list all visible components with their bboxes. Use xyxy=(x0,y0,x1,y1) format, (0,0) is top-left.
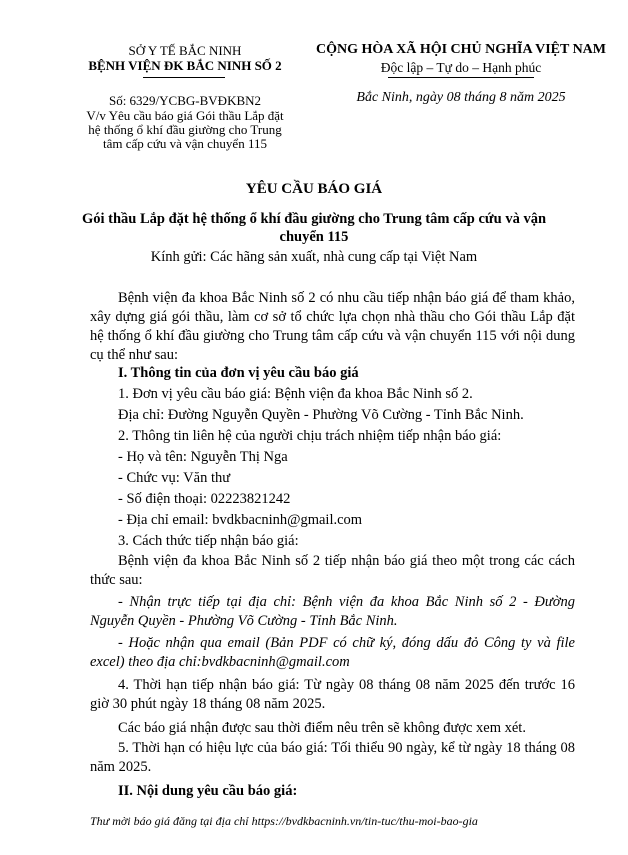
document-title: YÊU CẦU BÁO GIÁ xyxy=(245,181,383,197)
org-parent: SỞ Y TẾ BẮC NINH xyxy=(128,43,242,58)
package-title-line-1: Gói thầu Lắp đặt hệ thống ổ khí đầu giường cho Trung tâm cấp cứu và vận xyxy=(81,211,547,227)
contact-position: - Chức vụ: Văn thư xyxy=(118,470,231,486)
recipient: Kính gửi: Các hãng sản xuất, nhà cung cấp tại Việt Nam xyxy=(150,249,478,265)
section-1-item-3: 3. Cách thức tiếp nhận báo giá: xyxy=(118,533,299,549)
country-name: CỘNG HÒA XÃ HỘI CHỦ NGHĨA VIỆT NAM xyxy=(315,42,606,57)
org-underline xyxy=(143,77,225,78)
subject-line-2: hệ thống ổ khí đầu giường cho Trung xyxy=(88,122,282,137)
contact-email: - Địa chỉ email: bvdkbacninh@gmail.com xyxy=(118,512,363,528)
section-2-heading: II. Nội dung yêu cầu báo giá: xyxy=(118,783,298,799)
intro-paragraph: Bệnh viện đa khoa Bắc Ninh số 2 có nhu cầu tiếp nhận báo giá để tham khảo, xây dựng giá gói thầu, làm cơ sở tổ chức lựa chọn nhà thầu cho Gói thầu Lắp đặt hệ thống ổ khí đầu giường cho Trung tâm cấp cứu và vận chuyển 115 với nội dung cụ thể như sau: xyxy=(90,290,575,363)
footer-note: Thư mời báo giá đăng tại địa chỉ https://bvdkbacninh.vn/tin-tuc/thu-moi-bao-gia xyxy=(90,814,478,828)
section-1-heading: I. Thông tin của đơn vị yêu cầu báo giá xyxy=(118,365,359,381)
receipt-method-email: - Hoặc nhận qua email (Bản PDF có chữ ký, đóng dấu đỏ Công ty và file excel) theo địa chỉ:bvdkbacninh@gmail.com xyxy=(90,635,575,670)
contact-name: - Họ và tên: Nguyễn Thị Nga xyxy=(118,449,288,465)
subject-line-3: tâm cấp cứu và vận chuyển 115 xyxy=(103,136,267,151)
place-date: Bắc Ninh, ngày 08 tháng 8 năm 2025 xyxy=(356,90,566,105)
late-submission-note: Các báo giá nhận được sau thời điểm nêu trên sẽ không được xem xét. xyxy=(118,720,526,736)
doc-number: Số: 6329/YCBG-BVĐKBN2 xyxy=(108,93,262,108)
receipt-method-direct: - Nhận trực tiếp tại địa chỉ: Bệnh viện đa khoa Bắc Ninh số 2 - Đường Nguyễn Quyền - Phường Võ Cường - Tỉnh Bắc Ninh. xyxy=(90,594,575,629)
section-1-item-1: 1. Đơn vị yêu cầu báo giá: Bệnh viện đa khoa Bắc Ninh số 2. xyxy=(118,386,473,402)
motto-underline xyxy=(388,77,534,78)
requester-address: Địa chỉ: Đường Nguyễn Quyền - Phường Võ Cường - Tỉnh Bắc Ninh. xyxy=(118,407,524,423)
subject-line-1: V/v Yêu cầu báo giá Gói thầu Lắp đặt xyxy=(86,108,284,123)
section-1-item-2: 2. Thông tin liên hệ của người chịu trách nhiệm tiếp nhận báo giá: xyxy=(118,428,502,444)
section-1-item-5: 5. Thời hạn có hiệu lực của báo giá: Tối thiểu 90 ngày, kể từ ngày 18 tháng 08 năm 2025. xyxy=(90,740,575,775)
package-title-line-2: chuyển 115 xyxy=(279,229,349,245)
receipt-methods-intro: Bệnh viện đa khoa Bắc Ninh số 2 tiếp nhận báo giá theo một trong các cách thức sau: xyxy=(90,553,575,588)
org-name: BỆNH VIỆN ĐK BẮC NINH SỐ 2 xyxy=(88,58,282,73)
section-1-item-4: 4. Thời hạn tiếp nhận báo giá: Từ ngày 08 tháng 08 năm 2025 đến trước 16 giờ 30 phút ngày 18 tháng 08 năm 2025. xyxy=(90,677,575,712)
motto: Độc lập – Tự do – Hạnh phúc xyxy=(380,60,542,75)
contact-phone: - Số điện thoại: 02223821242 xyxy=(118,491,291,507)
